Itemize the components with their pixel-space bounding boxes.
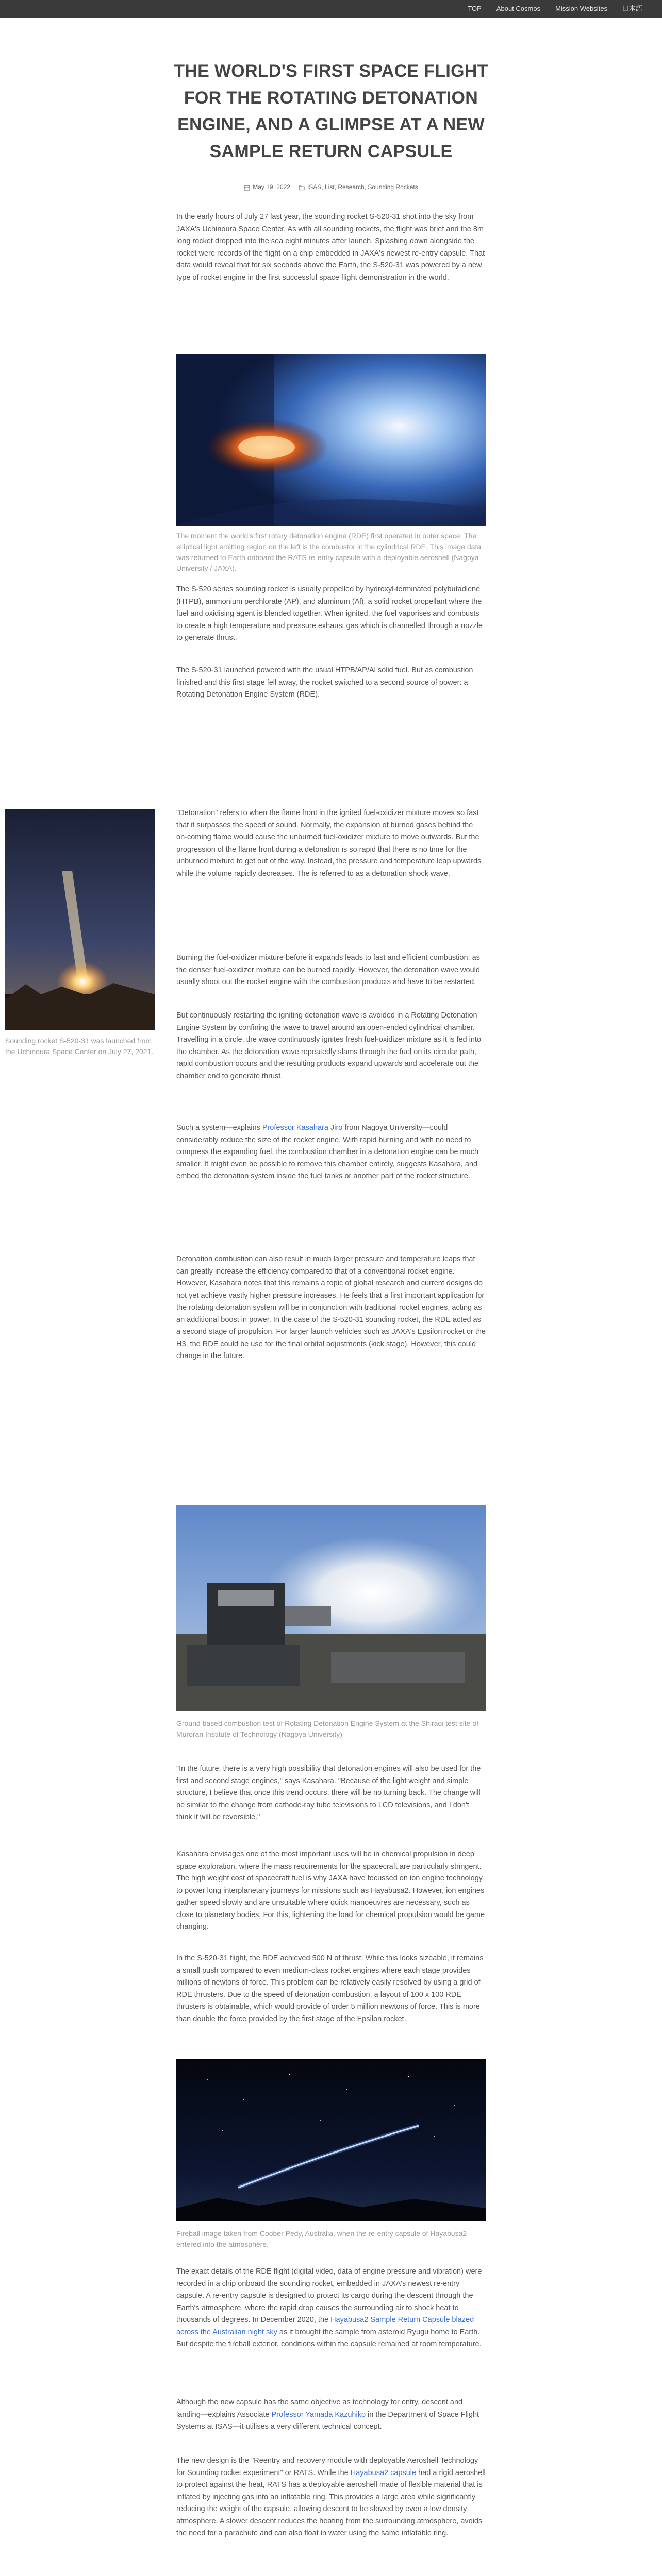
paragraph-4 — [176, 807, 486, 880]
paragraph-8 — [176, 1253, 486, 1363]
paragraph-2-text: The S-520 series sounding rocket is usually propelled by hydroxyl-terminated polybutadiene (HTPB), ammonium perchlorate (AP), and aluminum (Al): a solid rocket propellant where the fuel and oxidising agent is blended together. When ignited, the fuel vaporises and combusts to create a high temperature and pressure exhaust gas which is channelled through a nozzle to generate thrust. — [176, 585, 483, 642]
paragraph-5 — [176, 952, 486, 989]
paragraph-14-post: had a rigid aeroshell to protect against the heat, RATS has a deployable aeroshell made of flexible material that is inflated by injecting gas into an inflatable ring. This provides a large area while significantly reducing the weight of the capsule, allowing descent to be slowed by even a low density atmosphere. A slower descent reduces the heating from the surrounding atmosphere, avoids the need for a parachute and can also float in water using the same inflatable ring. — [176, 2468, 486, 2537]
figure-1-caption: The moment the world's first rotary detonation engine (RDE) first operated in outer space. The elliptical light emitting region on the left is the combustor in the cylindrical RDE. This image data was returned to Earth onboard the RATS re-entry capsule with a deployable aeroshell (Nagoya University / JAXA). — [176, 532, 482, 572]
rde-space-image — [176, 354, 486, 526]
paragraph-3 — [176, 665, 486, 701]
paragraph-6 — [176, 1010, 486, 1082]
figure-2-caption: Ground based combustion test of Rotating Detonation Engine System at the Shiraoi test site of Muroran Institute of Technology (Nagoya University) — [176, 1719, 479, 1738]
date-meta — [244, 183, 290, 191]
paragraph-13-text — [176, 2397, 486, 2433]
paragraph-1-text: In the early hours of July 27 last year, the sounding rocket S-520-31 shot into the sky from JAXA's Uchinoura Space Center. As with all sounding rockets, the flight was brief and the 8m long rocket dropped into the sea eight minutes after launch. Splashing down alongside the rocket were records of the flight on a chip embedded in JAXA's newest re-entry capsule. That data would reveal that for six seconds above the Earth, the S-520-31 was powered by a new type of rocket engine in the first successful space flight demonstration in the world. — [176, 213, 485, 282]
paragraph-3-text: The S-520-31 launched powered with the usual HTPB/AP/Al solid fuel. But as combustion finished and this first stage fell away, the rocket switched to a second source of power: a Rotating Detonation Engine System (RDE). — [176, 666, 473, 699]
figure-rde-in-space — [176, 354, 486, 526]
article-tags[interactable]: ISAS, List, Research, Sounding Rockets — [307, 183, 418, 191]
paragraph-4-text: "Detonation" refers to when the flame front in the ignited fuel-oxidizer mixture moves so fast that it surpasses the speed of sound. Normally, the expansion of burned gases behind the on-coming flame would cause the unburned fuel-oxidizer mixture to move outwards. But the progression of the flame front during a detonation is so rapid that there is no time for the unburned mixture to get out of the way. Instead, the pressure and temperature leap upwards while the volume rapidly decreases. The is referred to as a detonation shock wave. — [176, 809, 482, 878]
top-navigation — [0, 0, 662, 18]
combustion-test-image — [176, 1505, 486, 1711]
paragraph-12-text — [176, 2266, 486, 2351]
figure-rocket-launch — [5, 809, 155, 1030]
paragraph-2 — [176, 584, 486, 645]
paragraph-10-text: Kasahara envisages one of the most important uses will be in chemical propulsion in deep space exploration, where the mass requirements for the spacecraft are particularly stringent. The high weight cost of spacecraft fuel is why JAXA have focussed on ion engine technology to power long interplanetary journeys for missions such as Hayabusa2. However, ion engines gather speed slowly and are unsuitable where quick manoeuvres are necessary, such as close to planetary bodies. For this, lightening the load for chemical propulsion would be game changing. — [176, 1850, 485, 1931]
nav-japanese-link[interactable]: 日本語 — [615, 0, 650, 18]
paragraph-14 — [176, 2455, 486, 2540]
paragraph-13-pre: Although the new capsule has the same objective as technology for entry, descent and landing—explains Associate — [176, 2398, 463, 2419]
nav-about-link[interactable]: About Cosmos — [489, 0, 548, 18]
kasahara-link[interactable]: Professor Kasahara Jiro — [262, 1124, 343, 1132]
fireball-image — [176, 2059, 486, 2221]
paragraph-9-text: "In the future, there is a very high possibility that detonation engines will also be used for the first and second stage engines," says Kasahara. "Because of the light weight and simple structure, I believe that once this trend occurs, there will be no turning back. The change will be similar to the change from cathode-ray tube televisions to LCD televisions, and I don't think it will be reversible." — [176, 1765, 481, 1821]
article-date: May 19, 2022 — [253, 183, 290, 191]
paragraph-7 — [176, 1122, 486, 1183]
figure-fireball — [176, 2059, 486, 2221]
hayabusa2-capsule-night-link[interactable]: Hayabusa2 Sample Return Capsule blazed across the Australian night sky — [176, 2316, 474, 2336]
tags-meta — [299, 183, 418, 191]
paragraph-6-text: But continuously restarting the igniting detonation wave is avoided in a Rotating Detonation Engine System by confining the wave to travel around an open-ended cylindrical chamber. Travelling in a circle, the wave continuously ignites fresh fuel-oxidizer mixture as it is fed into the chamber. As the detonation wave repeatedly slams through the fuel on its circular path, rapid combustion occurs and the resulting products expand upwards and accelerate out the chamber end to generate thrust. — [176, 1011, 482, 1080]
paragraph-14-text — [176, 2455, 486, 2540]
paragraph-8-text: Detonation combustion can also result in much larger pressure and temperature leaps that can greatly increase the efficiency compared to that of a conventional rocket engine. However, Kasahara notes that this remains a topic of global research and current designs do not yet achieve vastly higher pressure increases. He feels that a first important application for the rotating detonation system will be in conjunction with traditional rocket engines, acting as an additional boost in power. In the case of the S-520-31 sounding rocket, the RDE acted as a second stage of propulsion. For larger launch vehicles such as JAXA's Epsilon rocket or the H3, the RDE could be use for the final orbital adjustments (kick stage). However, this could change in the future. — [176, 1255, 486, 1360]
paragraph-5-text: Burning the fuel-oxidizer mixture before it expands leads to fast and efficient combustion, as the denser fuel-oxidizer mixture can be burned rapidly. However, the detonation wave would usually shoot out the rocket engine with the combustion products and have to be restarted. — [176, 954, 480, 986]
paragraph-10 — [176, 1849, 486, 1934]
calendar-icon — [244, 184, 250, 191]
yamada-link[interactable]: Professor Yamada Kazuhiko — [271, 2410, 366, 2419]
paragraph-12-pre: The exact details of the RDE flight (digital video, data of engine pressure and vibration) were recorded in a chip onboard the sounding rocket, embedded in JAXA's newest re-entry capsule. A re-entry capsule is designed to protect its cargo during the descent through the Earth's atmosphere, where the rapid drop causes the surrounding air to shock heat to thousands of degrees. In December 2020, the — [176, 2267, 482, 2324]
paragraph-7-text — [176, 1122, 486, 1183]
rocket-launch-image — [5, 809, 155, 1030]
folder-icon — [299, 184, 305, 191]
hayabusa2-capsule-link[interactable]: Hayabusa2 capsule — [350, 2468, 417, 2477]
paragraph-11 — [176, 1953, 486, 2025]
article-meta — [170, 183, 492, 191]
paragraph-12 — [176, 2266, 486, 2351]
paragraph-9 — [176, 1763, 486, 1824]
nav-links — [460, 0, 650, 18]
paragraph-1 — [176, 211, 486, 284]
figure-combustion-test — [176, 1505, 486, 1711]
side-figure-caption: Sounding rocket S-520-31 was launched from the Uchinoura Space Center on July 27, 2021. — [5, 1037, 154, 1056]
paragraph-12-post: as it brought the sample from asteroid Ryugu home to Earth. But despite the fireball exterior, conditions within the capsule remained at room temperature. — [176, 2328, 482, 2348]
nav-missions-link[interactable]: Mission Websites — [548, 0, 615, 18]
paragraph-7-pre: Such a system—explains — [176, 1124, 262, 1132]
paragraph-11-text: In the S-520-31 flight, the RDE achieved 500 N of thrust. While this looks sizeable, it remains a small push compared to even medium-class rocket engines where each stage provides millions of newtons of force. This problem can be relatively easily resolved by using a grid of RDE thrusters. Due to the speed of detonation combustion, a layout of 100 x 100 RDE thrusters is obtainable, which would provide of order 5 million newtons of force. This is more than double the force provided by the first stage of the Epsilon rocket. — [176, 1954, 484, 2023]
paragraph-13 — [176, 2397, 486, 2433]
paragraph-14-pre: The new design is the "Reentry and recovery module with deployable Aeroshell Technology for Sounding rocket experiment" or RATS. While the — [176, 2456, 478, 2477]
nav-top-link[interactable]: TOP — [468, 5, 482, 12]
paragraph-7-post: from Nagoya University—could considerably reduce the size of the rocket engine. With rapid burning and with no need to compress the expanding fuel, the combustion chamber in a detonation engine can be much smaller. It might even be possible to remove this chamber entirely, suggests Kasahara, and embed the detonation system inside the fuel tanks or another part of the rocket structure. — [176, 1124, 479, 1180]
figure-3-caption: Fireball image taken from Coober Pedy, Australia, when the re-entry capsule of Hayabusa2 entered into the atmosphere. — [176, 2229, 467, 2248]
article-title: THE WORLD'S FIRST SPACE FLIGHT FOR THE ROTATING DETONATION ENGINE, AND A GLIMPSE AT A NEW SAMPLE RETURN CAPSULE — [174, 61, 488, 161]
paragraph-13-post: in the Department of Space Flight Systems at ISAS—it utilises a very different technical concept. — [176, 2410, 479, 2431]
